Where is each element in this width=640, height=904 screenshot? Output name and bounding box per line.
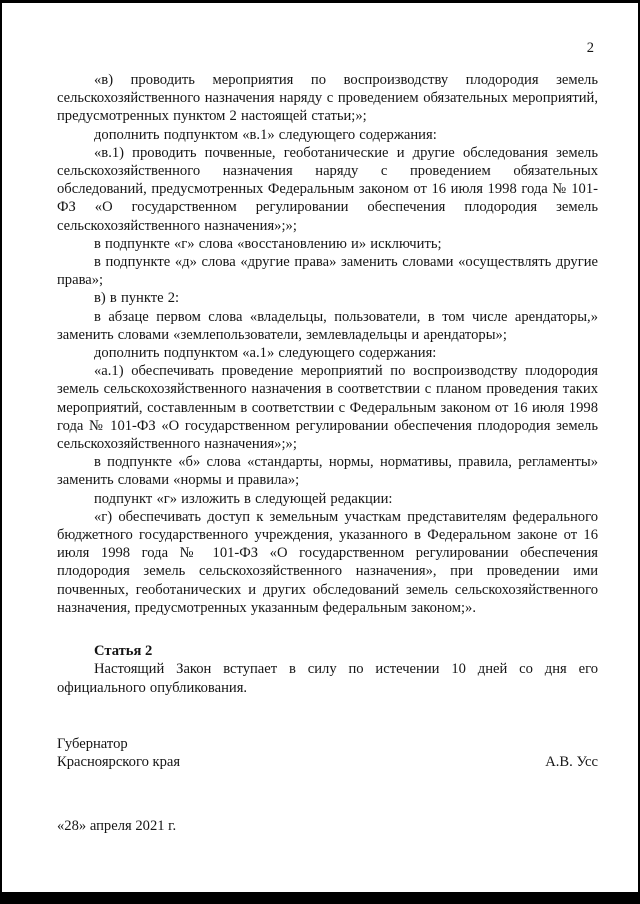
paragraph: «в) проводить мероприятия по воспроизводству плодородия земель сельскохозяйственного назначения наряду с проведением обязательных мероприятий, предусмотренных пунктом 2 настоящей статьи;»; — [57, 72, 598, 125]
article-2-heading: Статья 2 — [94, 643, 153, 660]
scan-edge-left — [0, 0, 2, 904]
signer-title-line1: Губернатор — [57, 735, 128, 752]
scan-edge-bottom — [0, 892, 640, 904]
paragraph: «а.1) обеспечивать проведение мероприятий по воспроизводству плодородия земель сельскохозяйственного назначения в соответствии с планом проведения таких мероприятий, составленным в соответствии с Федеральным законом от 16 июля 1998 года № 101-ФЗ «О государственном регулировании обеспечения плодородия земель сельскохозяйственного назначения»;»; — [57, 363, 598, 453]
document-content — [57, 40, 598, 835]
amendment-paragraphs — [57, 71, 598, 617]
paragraph: в) в пункте 2: — [94, 290, 180, 307]
article-2-body: Настоящий Закон вступает в силу по истечении 10 дней со дня его официального опубликования. — [57, 661, 598, 696]
paragraph: в подпункте «б» слова «стандарты, нормы, нормативы, правила, регламенты» заменить словами «нормы и правила»; — [57, 454, 598, 489]
scan-edge-top — [0, 0, 640, 3]
paragraph: подпункт «г» изложить в следующей редакции: — [94, 490, 393, 507]
paragraph: дополнить подпунктом «а.1» следующего содержания: — [94, 345, 437, 362]
paragraph: в подпункте «г» слова «восстановлению и» исключить; — [94, 235, 442, 252]
paragraph: в абзаце первом слова «владельцы, пользователи, в том числе арендаторы,» заменить словами «землепользователи, землевладельцы и арендаторы»; — [57, 308, 598, 343]
signer-name: А.В. Усс — [545, 753, 598, 770]
page-number: 2 — [586, 40, 594, 56]
paragraph: в подпункте «д» слова «другие права» заменить словами «осуществлять другие права»; — [57, 254, 598, 289]
paragraph: «г) обеспечивать доступ к земельным участкам представителям федерального бюджетного государственного учреждения, указанного в Федеральном законе от 16 июля 1998 года № 101-ФЗ «О государственном регулировании обеспечения плодородия земель сельскохозяйственного назначения», при проведении ими почвенных, геоботанических и других обследований земель сельскохозяйственного назначения, предусмотренных указанным федеральным законом;». — [57, 508, 598, 616]
signer-title — [57, 735, 180, 771]
document-date: «28» апреля 2021 г. — [57, 818, 177, 835]
paragraph: «в.1) проводить почвенные, геоботанические и другие обследования земель сельскохозяйственного назначения наряду с проведением обязательных обследований, предусмотренных Федеральным законом от 16 июля 1998 года № 101-ФЗ «О государственном регулировании обеспечения плодородия земель сельскохозяйственного назначения»;»; — [57, 144, 598, 234]
signer-title-line2: Красноярского края — [57, 753, 181, 770]
paragraph: дополнить подпунктом «в.1» следующего содержания: — [94, 126, 437, 143]
signature-block — [57, 735, 598, 771]
